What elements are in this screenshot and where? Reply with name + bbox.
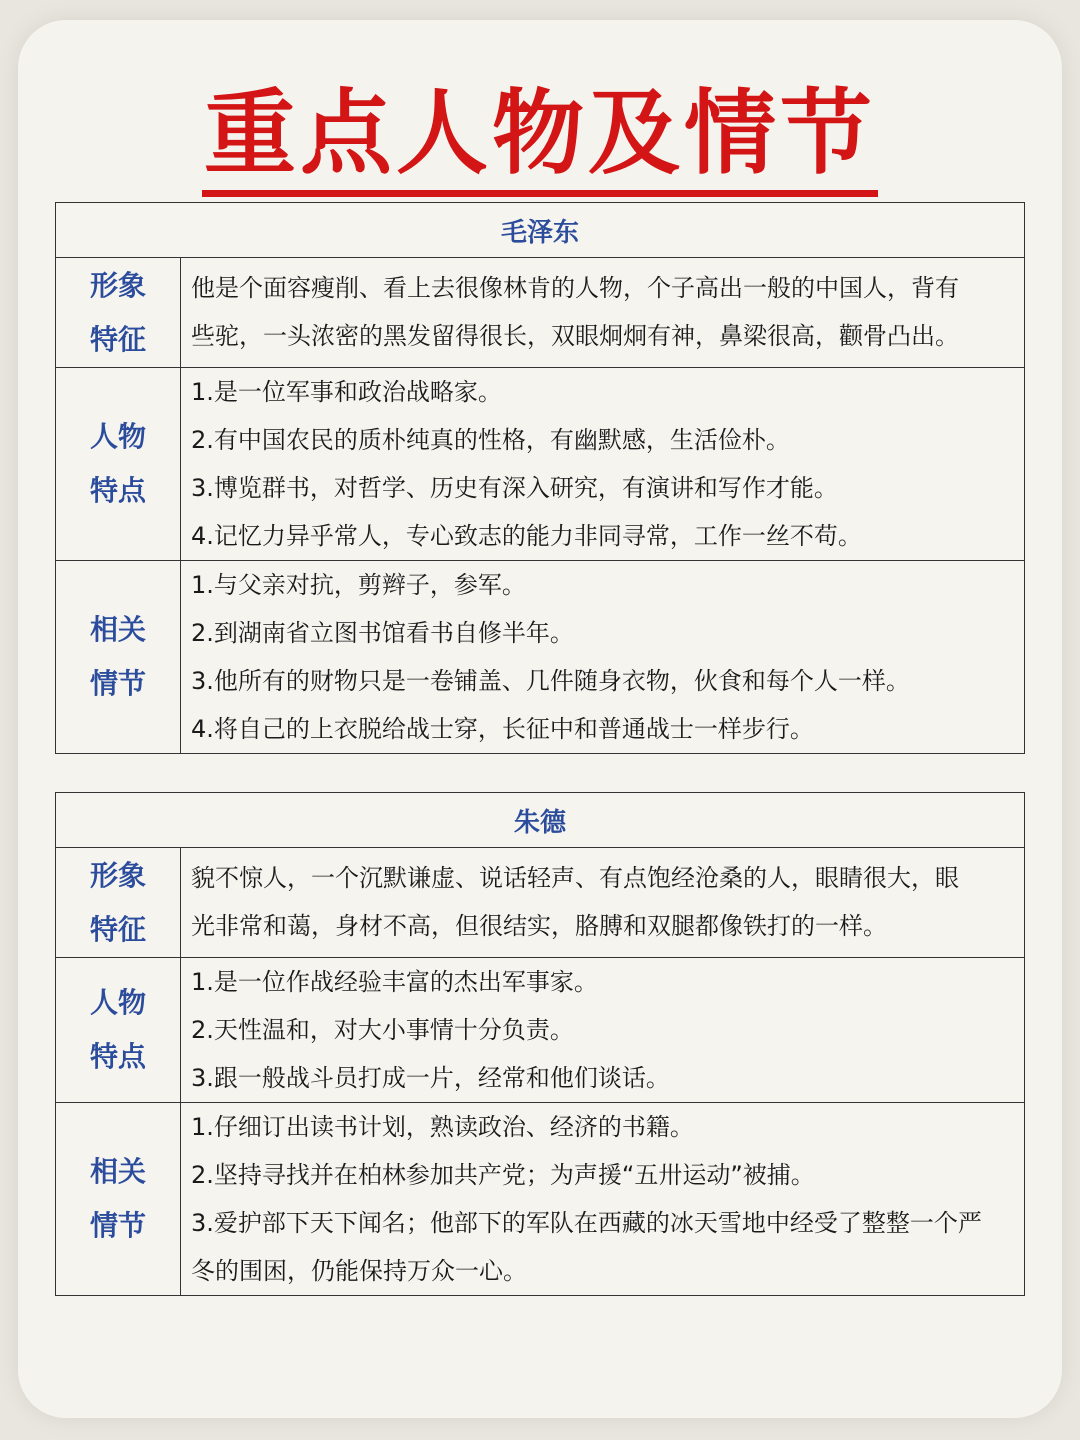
plot-label xyxy=(56,1103,181,1296)
label-line: 情节 xyxy=(89,1209,146,1242)
text-line: 些驼，一头浓密的黑发留得很长，双眼炯炯有神，鼻梁很高，颧骨凸出。 xyxy=(191,322,959,350)
list-item: 3.博览群书，对哲学、历史有深入研究，有演讲和写作才能。 xyxy=(191,474,838,502)
character-card-zhu xyxy=(55,792,1025,1296)
text-line: 光非常和蔼，身材不高，但很结实，胳膊和双腿都像铁打的一样。 xyxy=(191,912,887,940)
page-title: 重点人物及情节 xyxy=(202,78,878,197)
label-line: 形象 xyxy=(89,268,146,302)
traits-label xyxy=(56,958,181,1103)
list-item: 2.到湖南省立图书馆看书自修半年。 xyxy=(191,619,574,647)
list-item: 3.他所有的财物只是一卷铺盖、几件随身衣物，伙食和每个人一样。 xyxy=(191,667,910,695)
page-title-wrap xyxy=(0,78,1080,197)
label-line: 人物 xyxy=(89,420,146,453)
list-item: 1.是一位作战经验丰富的杰出军事家。 xyxy=(191,968,598,996)
character-name: 朱德 xyxy=(56,793,1025,848)
list-item: 2.坚持寻找并在柏林参加共产党；为声援“五卅运动”被捕。 xyxy=(191,1161,815,1189)
list-item: 3.爱护部下天下闻名；他部下的军队在西藏的冰天雪地中经受了整整一个严 xyxy=(191,1209,982,1237)
label-line: 相关 xyxy=(89,613,146,646)
label-line: 特点 xyxy=(89,474,146,507)
list-item: 4.将自己的上衣脱给战士穿，长征中和普通战士一样步行。 xyxy=(191,715,814,743)
plot-list xyxy=(181,1103,1025,1296)
list-item: 冬的围困，仍能保持万众一心。 xyxy=(191,1257,527,1285)
appearance-text xyxy=(181,258,1025,368)
label-line: 相关 xyxy=(89,1155,146,1188)
traits-label xyxy=(56,368,181,561)
traits-list xyxy=(181,958,1025,1103)
list-item: 1.是一位军事和政治战略家。 xyxy=(191,378,502,406)
text-line: 他是个面容瘦削、看上去很像林肯的人物，个子高出一般的中国人，背有 xyxy=(191,274,959,302)
label-line: 特征 xyxy=(89,322,146,356)
traits-list xyxy=(181,368,1025,561)
list-item: 2.天性温和，对大小事情十分负责。 xyxy=(191,1016,574,1044)
appearance-label xyxy=(56,258,181,368)
appearance-label xyxy=(56,848,181,958)
list-item: 2.有中国农民的质朴纯真的性格，有幽默感，生活俭朴。 xyxy=(191,426,790,454)
list-item: 1.与父亲对抗，剪辫子，参军。 xyxy=(191,571,526,599)
plot-label xyxy=(56,561,181,754)
list-item: 4.记忆力异乎常人，专心致志的能力非同寻常，工作一丝不苟。 xyxy=(191,522,862,550)
label-line: 特点 xyxy=(89,1040,146,1073)
label-line: 特征 xyxy=(89,912,146,946)
label-line: 形象 xyxy=(89,858,146,892)
label-line: 人物 xyxy=(89,986,146,1019)
label-line: 情节 xyxy=(89,667,146,700)
appearance-text xyxy=(181,848,1025,958)
character-card-mao xyxy=(55,202,1025,754)
list-item: 3.跟一般战斗员打成一片，经常和他们谈话。 xyxy=(191,1064,670,1092)
character-name: 毛泽东 xyxy=(56,203,1025,258)
plot-list xyxy=(181,561,1025,754)
list-item: 1.仔细订出读书计划，熟读政治、经济的书籍。 xyxy=(191,1113,694,1141)
text-line: 貌不惊人，一个沉默谦虚、说话轻声、有点饱经沧桑的人，眼睛很大，眼 xyxy=(191,864,959,892)
